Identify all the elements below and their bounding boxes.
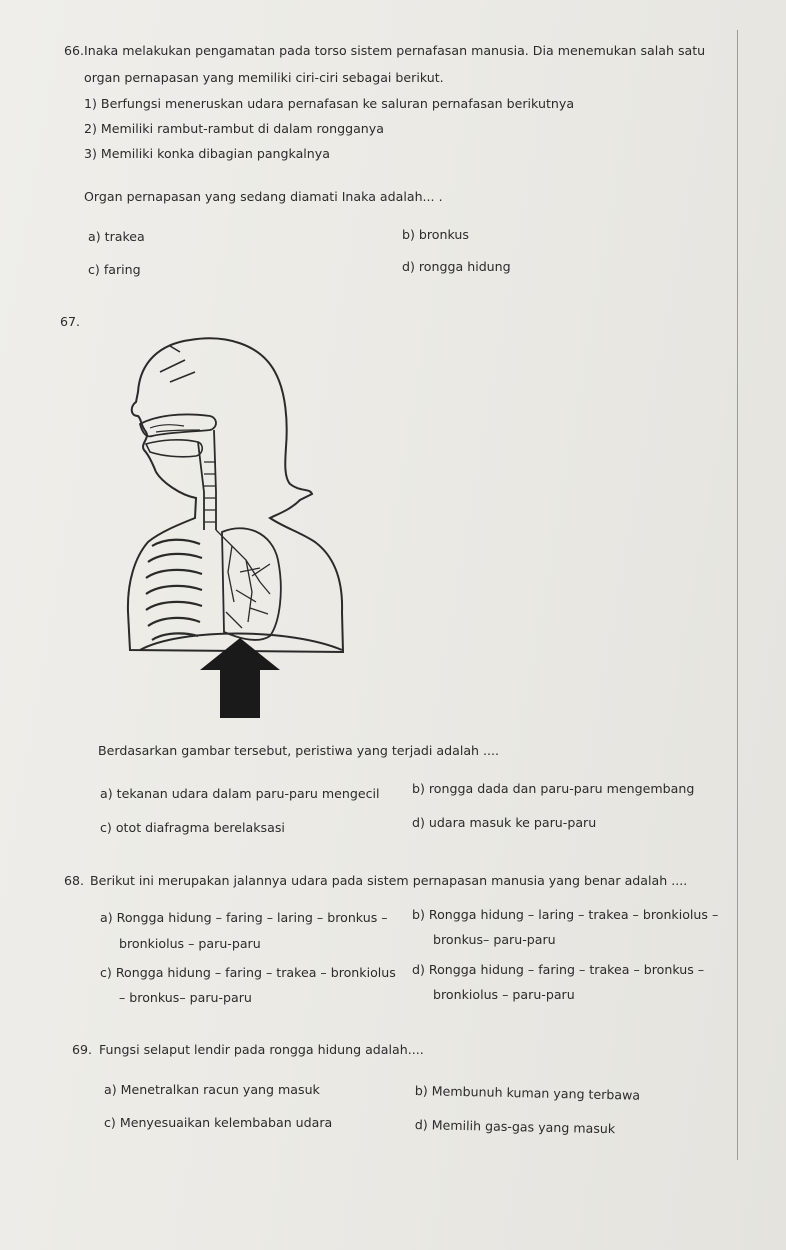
q69-question: Fungsi selaput lendir pada rongga hidung adalah.... xyxy=(99,1042,424,1057)
page-edge-line xyxy=(737,30,738,1160)
q66-option-d[interactable]: d) rongga hidung xyxy=(402,259,511,274)
q68-option-a-line1[interactable]: a) Rongga hidung – faring – laring – bronkus – xyxy=(100,910,388,925)
q67-option-d[interactable]: d) udara masuk ke paru-paru xyxy=(412,815,597,830)
q69-option-c[interactable]: c) Menyesuaikan kelembaban udara xyxy=(104,1115,333,1130)
respiratory-system-figure xyxy=(100,332,360,724)
q69-option-b[interactable]: b) Membunuh kuman yang terbawa xyxy=(414,1083,641,1103)
q66-option-a[interactable]: a) trakea xyxy=(88,229,145,244)
q66-stem-line1: Inaka melakukan pengamatan pada torso sistem pernafasan manusia. Dia menemukan salah satu xyxy=(84,43,706,58)
q68-option-d-line1[interactable]: d) Rongga hidung – faring – trakea – bronkus – xyxy=(412,962,705,977)
q66-question: Organ pernapasan yang sedang diamati Inaka adalah... . xyxy=(84,189,443,204)
q68-number: 68. xyxy=(64,873,85,888)
q66-stem-line2: organ pernapasan yang memiliki ciri-ciri sebagai berikut. xyxy=(84,70,444,85)
q67-option-b[interactable]: b) rongga dada dan paru-paru mengembang xyxy=(412,781,695,796)
q68-option-c-line2[interactable]: – bronkus– paru-paru xyxy=(119,990,252,1005)
q69-option-d[interactable]: d) Memilih gas-gas yang masuk xyxy=(414,1117,616,1137)
q67-option-c[interactable]: c) otot diafragma berelaksasi xyxy=(100,820,285,835)
q69-number: 69. xyxy=(72,1042,93,1057)
q68-option-d-line2[interactable]: bronkiolus – paru-paru xyxy=(433,987,575,1002)
q67-question: Berdasarkan gambar tersebut, peristiwa yang terjadi adalah .... xyxy=(98,743,500,758)
q68-option-a-line2[interactable]: bronkiolus – paru-paru xyxy=(119,936,261,951)
q66-number: 66. xyxy=(64,43,85,58)
q66-option-c[interactable]: c) faring xyxy=(88,262,141,277)
q68-option-b-line1[interactable]: b) Rongga hidung – laring – trakea – bronkiolus – xyxy=(412,907,719,922)
q69-option-a[interactable]: a) Menetralkan racun yang masuk xyxy=(104,1082,320,1097)
q67-option-a[interactable]: a) tekanan udara dalam paru-paru mengecil xyxy=(100,786,380,801)
q68-question: Berikut ini merupakan jalannya udara pada sistem pernapasan manusia yang benar adalah .... xyxy=(90,873,688,888)
q66-trait2: 2) Memiliki rambut-rambut di dalam rongganya xyxy=(84,121,384,136)
q68-option-c-line1[interactable]: c) Rongga hidung – faring – trakea – bronkiolus xyxy=(100,965,396,980)
q66-option-b[interactable]: b) bronkus xyxy=(402,227,469,242)
q66-trait3: 3) Memiliki konka dibagian pangkalnya xyxy=(84,146,330,161)
q66-trait1: 1) Berfungsi meneruskan udara pernafasan ke saluran pernafasan berikutnya xyxy=(84,96,575,111)
respiratory-illustration xyxy=(100,332,360,724)
q67-number: 67. xyxy=(60,314,81,329)
q68-option-b-line2[interactable]: bronkus– paru-paru xyxy=(433,932,556,947)
